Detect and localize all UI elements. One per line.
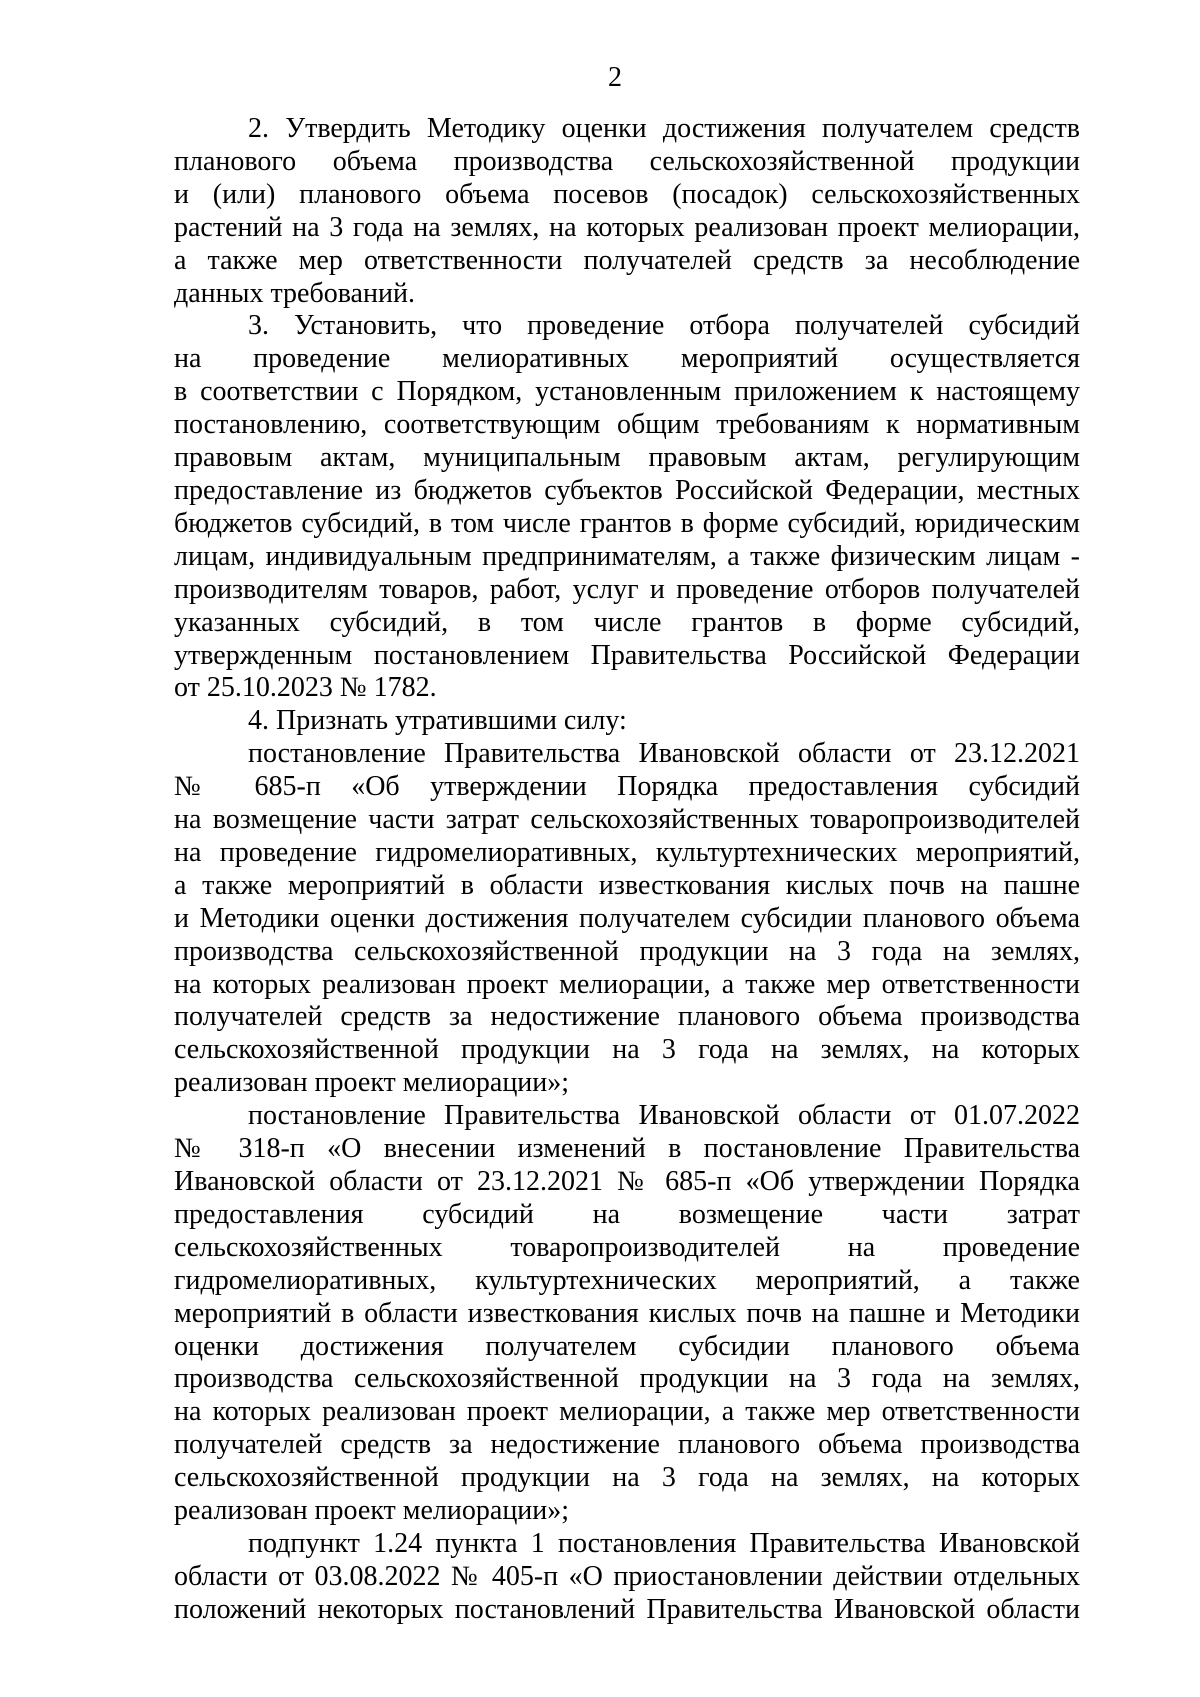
text-line: постановление Правительства Ивановской области от 01.07.2022 [248,1100,1080,1132]
text-line: на проведение мелиоративных мероприятий осуществляется [174,343,1080,375]
text-line: постановление Правительства Ивановской области от 23.12.2021 [248,738,1080,770]
text-line: получателей средств за недостижение планового объема производства [174,1001,1080,1033]
page-number: 2 [608,62,622,93]
paragraph-item-2 [174,113,1080,310]
text-line: бюджетов субсидий, в том числе грантов в форме субсидий, юридическим [174,507,1080,539]
text-line: лицам, индивидуальным предпринимателям, а также физическим лицам - [174,540,1080,572]
text-line: на возмещение части затрат сельскохозяйственных товаропроизводителей [174,804,1080,836]
text-line: в соответствии с Порядком, установленным приложением к настоящему [174,376,1080,408]
text-line: предоставления субсидий на возмещение части затрат [174,1198,1080,1230]
text-line: на которых реализован проект мелиорации, а также мер ответственности [174,1396,1080,1428]
text-line: 2. Утвердить Методику оценки достижения получателем средств [248,113,1080,144]
text-line: данных требований. [174,277,415,309]
text-line: предоставление из бюджетов субъектов Российской Федерации, местных [174,474,1080,506]
text-line: и (или) планового объема посевов (посадок) сельскохозяйственных [174,178,1080,210]
text-line: мероприятий в области известкования кислых почв на пашне и Методики [174,1297,1080,1329]
text-line: 3. Установить, что проведение отбора получателей субсидий [248,310,1080,342]
text-line: на которых реализован проект мелиорации, а также мер ответственности [174,968,1080,1000]
paragraph-item-4-sub-1 [174,738,1080,1100]
text-line: указанных субсидий, в том числе грантов в форме субсидий, [174,606,1080,638]
text-line: производителям товаров, работ, услуг и проведение отборов получателей [174,573,1080,605]
paragraph-item-3 [174,310,1080,705]
text-line: а также мер ответственности получателей средств за несоблюдение [174,244,1080,276]
paragraph-item-4-sub-3 [174,1528,1080,1627]
text-line: производства сельскохозяйственной продукции на 3 года на землях, [174,1363,1080,1395]
text-line: и Методики оценки достижения получателем субсидии планового объема [174,902,1080,934]
text-line: планового объема производства сельскохозяйственной продукции [174,145,1080,177]
text-line: утвержденным постановлением Правительства Российской Федерации [174,639,1080,671]
text-line: № 685-п «Об утверждении Порядка предоставления субсидий [174,771,1080,803]
text-line: гидромелиоративных, культуртехнических мероприятий, а также [174,1264,1080,1296]
text-line: Ивановской области от 23.12.2021 № 685-п «Об утверждении Порядка [174,1166,1080,1197]
text-line: постановлению, соответствующим общим требованиям к нормативным [174,409,1080,441]
text-line: подпункт 1.24 пункта 1 постановления Правительства Ивановской [248,1527,1080,1559]
text-line: сельскохозяйственных товаропроизводителей на проведение [174,1231,1080,1263]
text-line: положений некоторых постановлений Правительства Ивановской области [174,1593,1080,1625]
text-line: оценки достижения получателем субсидии планового объема [174,1330,1080,1362]
text-line: реализован проект мелиорации»; [174,1495,570,1527]
text-line: 4. Признать утратившими силу: [248,705,627,737]
text-line: № 318-п «О внесении изменений в постановление Правительства [174,1133,1080,1165]
text-line: производства сельскохозяйственной продукции на 3 года на землях, [174,935,1080,967]
text-line: сельскохозяйственной продукции на 3 года на землях, на которых [174,1034,1080,1066]
paragraph-item-4-sub-2 [174,1100,1080,1528]
text-line: от 25.10.2023 № 1782. [174,672,437,704]
paragraph-item-4 [174,705,1080,738]
text-line: области от 03.08.2022 № 405-п «О приостановлении действии отдельных [174,1560,1080,1592]
text-line: получателей средств за недостижение планового объема производства [174,1429,1080,1461]
text-line: реализован проект мелиорации»; [174,1067,570,1099]
text-line: на проведение гидромелиоративных, культуртехнических мероприятий, [174,836,1080,868]
text-line: а также мероприятий в области известкования кислых почв на пашне [174,869,1080,901]
text-line: правовым актам, муниципальным правовым актам, регулирующим [174,442,1080,474]
text-line: сельскохозяйственной продукции на 3 года на землях, на которых [174,1462,1080,1494]
document-body [174,113,1080,1627]
text-line: растений на 3 года на землях, на которых реализован проект мелиорации, [174,211,1080,243]
